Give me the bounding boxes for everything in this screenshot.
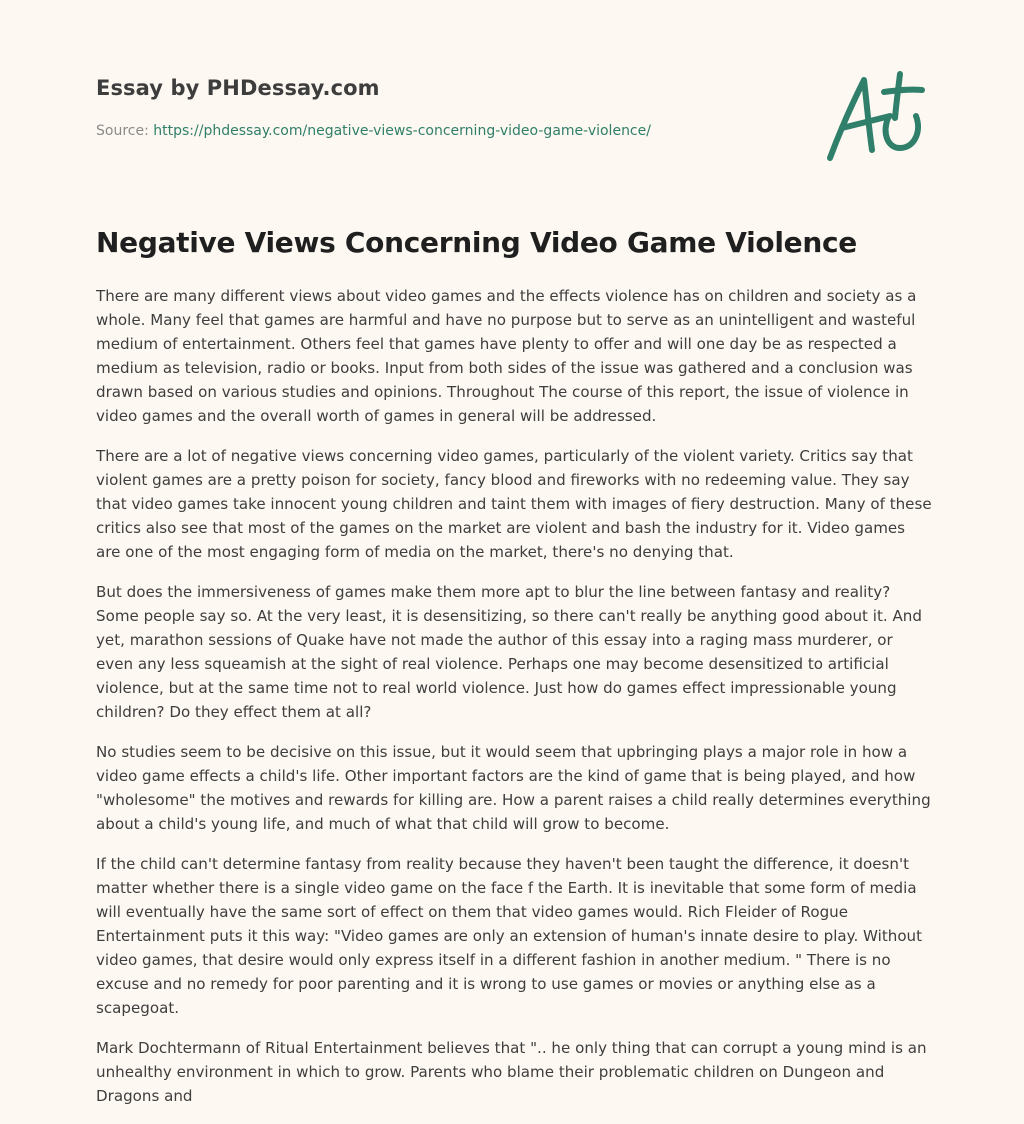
a-plus-logo-icon [818, 66, 928, 166]
source-line [96, 123, 796, 139]
site-brand: Essay by PHDessay.com [96, 76, 380, 100]
source-link[interactable]: https://phdessay.com/negative-views-concerning-video-game-violence/ [153, 123, 651, 139]
essay-paragraph: There are many different views about video games and the effects violence has on children and society as a whole. Many feel that games are harmful and have no purpose but to serve as an unintelligent and wasteful medium of entertainment. Others feel that games have plenty to offer and will one day be as respected a medium as television, radio or books. Input from both sides of the issue was gathered and a conclusion was drawn based on various studies and opinions. Throughout The course of this report, the issue of violence in video games and the overall worth of games in general will be addressed. [96, 287, 917, 425]
essay-paragraph: Mark Dochtermann of Ritual Entertainment believes that ".. he only thing that can corrupt a young mind is an unhealthy environment in which to grow. Parents who blame their problematic children on Dungeon and Dragons and [96, 1039, 927, 1105]
essay-paragraph: If the child can't determine fantasy from reality because they haven't been taught the difference, it doesn't matter whether there is a single video game on the face f the Earth. It is inevitable that some form of media will eventually have the same sort of effect on them that video games would. Rich Fleider of Rogue Entertainment puts it this way: "Video games are only an extension of human's innate desire to play. Without video games, that desire would only express itself in a different fashion in another medium. " There is no excuse and no remedy for poor parenting and it is wrong to use games or movies or anything else as a scapegoat. [96, 855, 923, 1017]
essay-paragraph: No studies seem to be decisive on this issue, but it would seem that upbringing plays a major role in how a video game effects a child's life. Other important factors are the kind of game that is being played, and how "wholesome" the motives and rewards for killing are. How a parent raises a child really determines everything about a child's young life, and much of what that child will grow to become. [96, 743, 931, 833]
essay-title: Negative Views Concerning Video Game Violence [96, 226, 857, 259]
essay-header [96, 76, 796, 139]
essay-body [96, 284, 932, 1124]
essay-paragraph: But does the immersiveness of games make them more apt to blur the line between fantasy and reality? Some people say so. At the very least, it is desensitizing, so there can't really be anything good about it. And yet, marathon sessions of Quake have not made the author of this essay into a raging mass murderer, or even any less squeamish at the sight of real violence. Perhaps one may become desensitized to artificial violence, but at the same time not to real world violence. Just how do games effect impressionable young children? Do they effect them at all? [96, 583, 922, 721]
source-label: Source: [96, 123, 149, 139]
essay-paragraph: There are a lot of negative views concerning video games, particularly of the violent variety. Critics say that violent games are a pretty poison for society, fancy blood and fireworks with no redeeming value. They say that video games take innocent young children and taint them with images of fiery destruction. Many of these critics also see that most of the games on the market are violent and bash the industry for it. Video games are one of the most engaging form of media on the market, there's no denying that. [96, 447, 932, 561]
